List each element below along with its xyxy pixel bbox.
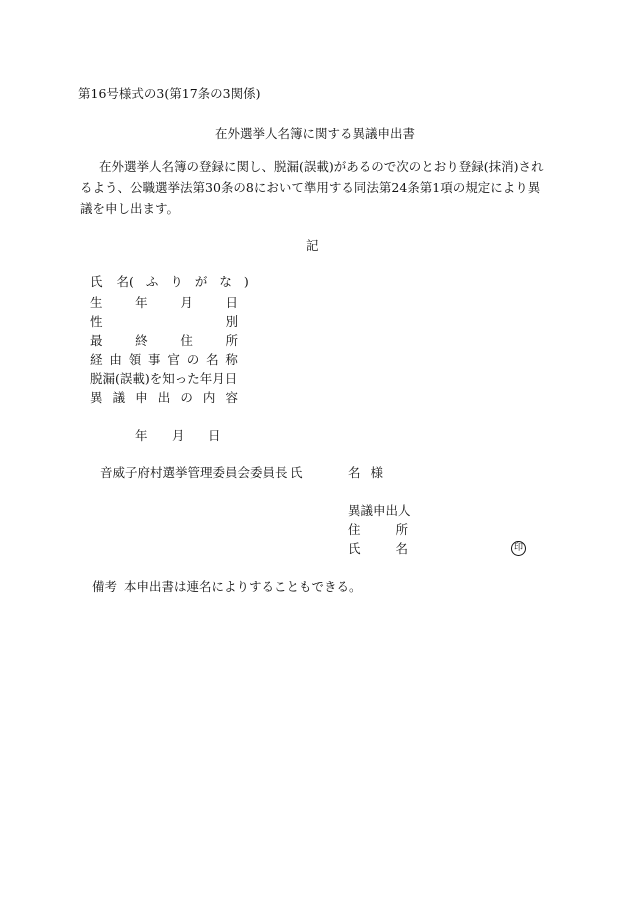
addressee-name-sama: 名 様 [348,465,383,480]
field-birthdate: 生 年 月 日 [90,295,238,310]
field-known-date: 脱漏(誤載)を知った年月日 [90,371,238,386]
remarks-text: 本申出書は連名によりすることもできる。 [124,579,362,594]
body-paragraph: 在外選挙人名簿の登録に関し、脱漏(誤載)があるので次のとおり登録(抹消)されるよう、公職選挙法第30条の8において準用する同法第24条第1項の規定により異議を申し出ます。 [80,159,544,216]
field-objection: 異 議 申 出 の 内 容 [90,390,238,405]
form-number: 第16号様式の3(第17条の3関係) [78,86,261,101]
addressee-committee: 音威子府村選挙管理委員会委員長 [100,465,288,480]
applicant-name: 氏 名 [348,541,408,556]
addressee-shi: 氏 [290,465,303,480]
ki-heading: 記 [306,238,319,253]
remarks-label: 備考 [92,579,118,594]
field-gender: 性 別 [90,314,238,329]
seal-icon: 印 [511,541,526,556]
field-name-label: 氏 名 [90,274,129,289]
field-furigana [129,272,261,290]
field-consulate: 経 由 領 事 官 の 名 称 [90,352,238,367]
applicant-address: 住 所 [348,522,408,537]
field-furigana-label: (ふりがな) [129,274,261,289]
date-year: 年 [135,428,148,443]
date-month: 月 [172,428,185,443]
document-title: 在外選挙人名簿に関する異議申出書 [214,126,415,141]
seal-mark [511,538,526,556]
date-day: 日 [208,428,221,443]
field-last-address: 最 終 住 所 [90,333,238,348]
applicant-heading: 異議申出人 [348,503,411,518]
